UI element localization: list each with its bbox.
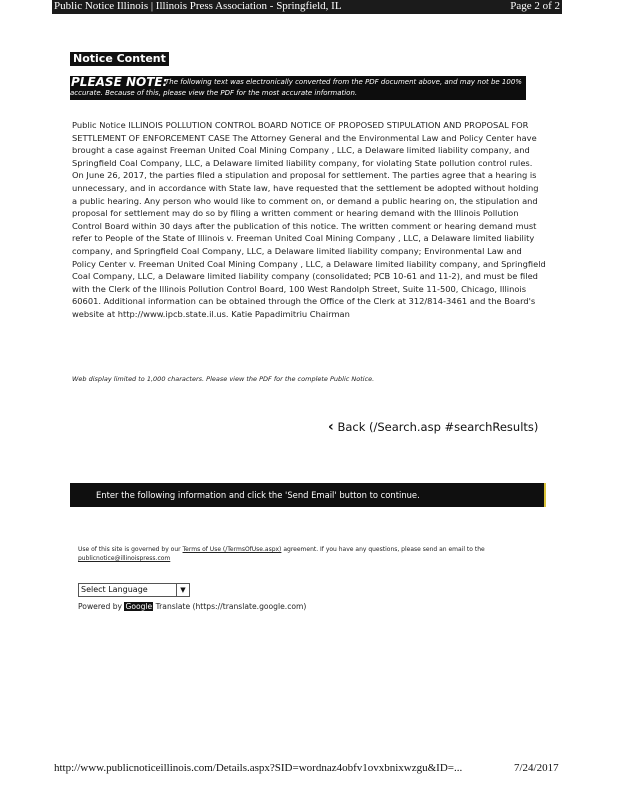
print-header: [52, 0, 562, 14]
print-footer-url: http://www.publicnoticeillinois.com/Details.aspx?SID=wordnaz4obfv1ovxbnixwzgu&ID=...: [54, 762, 463, 774]
chevron-left-icon: ‹: [328, 419, 334, 435]
google-logo[interactable]: Google: [125, 602, 153, 611]
terms-prefix: Use of this site is governed by our: [78, 546, 181, 553]
print-header-page-number: Page 2 of 2: [510, 0, 560, 12]
google-translate-link[interactable]: Translate (https://translate.google.com): [155, 602, 307, 611]
notice-body: Public Notice ILLINOIS POLLUTION CONTROL BOARD NOTICE OF PROPOSED STIPULATION AND PROPOSAL FOR SETTLEMENT OF ENFORCEMENT CASE The Attorney General and the Environmental Law and Policy Center have brought a case against Freeman United Coal Mining Company , LLC, a Delaware limited liability company, and Springfield Coal Company, LLC, a Delaware limited liability company, for violating State pollution control rules. On June 26, 2017, the parties filed a stipulation and proposal for settlement. The parties agree that a hearing is unnecessary, and in accordance with State law, have requested that the settlement be adopted without holding a public hearing. Any person who would like to comment on, or demand a public hearing on, the stipulation and proposal for settlement may do so by filing a written comment or hearing demand with the Illinois Pollution Control Board within 30 days after the publication of this notice. The written comment or hearing demand must refer to People of the State of Illinois v. Freeman United Coal Mining Company , LLC, a Delaware limited liability company, and Springfield Coal Company, LLC, a Delaware limited liability company; Environmental Law and Policy Center v. Freeman United Coal Mining Company , LLC, a Delaware limited liability company, and Springfield Coal Company, LLC, a Delaware limited liability company (consolidated; PCB 10-61 and 11-2), and must be filed with the Clerk of the Illinois Pollution Control Board, 100 West Randolph Street, Suite 11-500, Chicago, Illinois 60601. Additional information can be obtained through the Office of the Clerk at 312/814-3461 and the Board's website at http://www.ipcb.state.il.us. Katie Papadimitriu Chairman: [72, 120, 546, 319]
terms-middle: agreement. If you have any questions, please send an email to the: [283, 546, 485, 553]
print-header-title: Public Notice Illinois | Illinois Press Association - Springfield, IL: [54, 0, 342, 12]
email-instructions-bar: Enter the following information and click the 'Send Email' button to continue.: [70, 483, 546, 507]
section-title: Notice Content: [70, 52, 169, 66]
powered-by-prefix: Powered by: [78, 602, 123, 611]
back-link[interactable]: [328, 419, 538, 435]
language-select[interactable]: [78, 583, 190, 597]
language-select-value: Select Language: [81, 585, 148, 594]
back-link-label: Back (/Search.asp #searchResults): [337, 420, 539, 434]
please-note-banner: [70, 76, 526, 100]
contact-email-link[interactable]: publicnotice@illinoispress.com: [78, 555, 171, 562]
terms-notice: [78, 545, 546, 563]
please-note-text: The following text was electronically converted from the PDF document above, and may not be 100% accurate. Because of this, please view the PDF for the most accurate information.: [70, 78, 522, 97]
terms-of-use-link[interactable]: Terms of Use (/TermsOfUse.aspx): [182, 546, 282, 553]
powered-by-google-translate: [78, 602, 306, 611]
print-footer-date: 7/24/2017: [514, 762, 559, 774]
please-note-label: PLEASE NOTE:: [71, 75, 168, 89]
web-display-note: Web display limited to 1,000 characters. Please view the PDF for the complete Public Notice.: [72, 375, 375, 383]
chevron-down-icon: ▼: [176, 584, 189, 596]
